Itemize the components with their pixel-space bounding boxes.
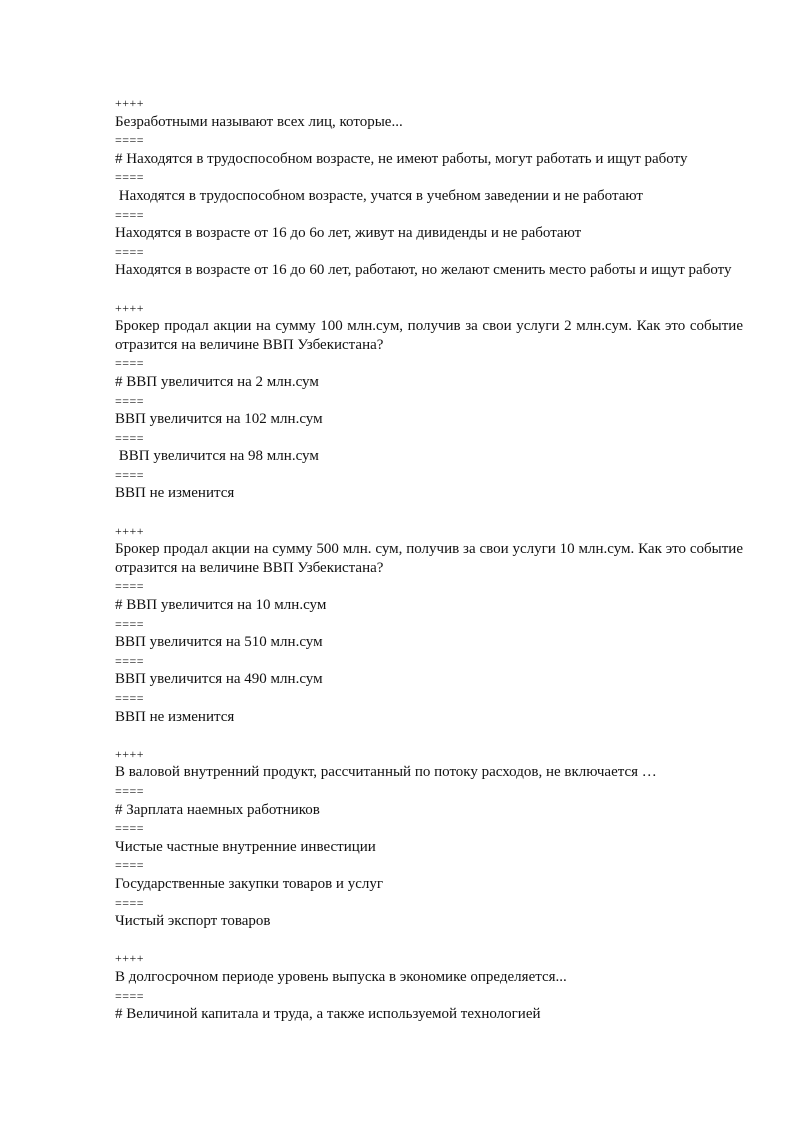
question-text: Брокер продал акции на сумму 500 млн. сум, получив за свои услуги 10 млн.сум. Как это событие отразится на величине ВВП Узбекистана? (115, 541, 747, 576)
option-separator: ==== (115, 356, 145, 371)
option-separator: ==== (115, 393, 145, 408)
option-separator: ==== (115, 821, 145, 836)
answer-option: Чистый экспорт товаров (115, 913, 271, 930)
option-separator: ==== (115, 783, 145, 798)
answer-option-correct: # ВВП увеличится на 10 млн.сум (115, 597, 327, 614)
option-separator: ==== (115, 430, 145, 445)
option-separator: ==== (115, 207, 145, 222)
answer-option: ВВП увеличится на 510 млн.сум (115, 634, 323, 651)
answer-option: Находятся в трудоспособном возрасте, учатся в учебном заведении и не работают (115, 187, 643, 204)
question-text: Безработными называют всех лиц, которые... (115, 113, 403, 130)
question-block (115, 299, 747, 504)
option-separator: ==== (115, 988, 145, 1003)
question-text: Брокер продал акции на сумму 100 млн.сум, получив за свои услуги 2 млн.сум. Как это событие отразится на величине ВВП Узбекистана? (115, 318, 747, 353)
answer-option: ВВП увеличится на 490 млн.сум (115, 671, 323, 688)
question-block (115, 94, 743, 280)
option-separator: ==== (115, 895, 145, 910)
option-separator: ==== (115, 653, 145, 668)
option-separator: ==== (115, 858, 145, 873)
option-separator: ==== (115, 467, 145, 482)
question-marker: ++++ (115, 746, 145, 761)
answer-option-correct: # ВВП увеличится на 2 млн.сум (115, 373, 319, 390)
answer-option: ВВП не изменится (115, 708, 235, 725)
block-spacer (115, 931, 743, 950)
question-marker: ++++ (115, 300, 145, 315)
block-spacer (115, 280, 743, 299)
option-separator: ==== (115, 579, 145, 594)
question-text: В валовой внутренний продукт, рассчитанный по потоку расходов, не включается … (115, 764, 657, 781)
answer-option-correct: # Зарплата наемных работников (115, 801, 320, 818)
answer-option: Чистые частные внутренние инвестиции (115, 838, 376, 855)
document-page (115, 94, 747, 1024)
answer-option-correct: # Находятся в трудоспособном возрасте, не имеют работы, могут работать и ищут работу (115, 150, 688, 167)
answer-option: ВВП не изменится (115, 485, 235, 502)
question-block (115, 745, 743, 931)
answer-option: Находятся в возрасте от 16 до 6о лет, живут на дивиденды и не работают (115, 225, 582, 242)
block-spacer (115, 503, 743, 522)
block-spacer (115, 726, 743, 745)
question-marker: ++++ (115, 523, 145, 538)
question-text: В долгосрочном периоде уровень выпуска в экономике определяется... (115, 968, 567, 985)
answer-option-correct: # Величиной капитала и труда, а также используемой технологией (115, 1006, 541, 1023)
option-separator: ==== (115, 616, 145, 631)
option-separator: ==== (115, 244, 145, 259)
option-separator: ==== (115, 133, 145, 148)
option-separator: ==== (115, 170, 145, 185)
answer-option: ВВП увеличится на 102 млн.сум (115, 411, 323, 428)
answer-option: Государственные закупки товаров и услуг (115, 875, 383, 892)
answer-option: Находятся в возрасте от 16 до 60 лет, работают, но желают сменить место работы и ищут работу (115, 262, 732, 279)
answer-option: ВВП увеличится на 98 млн.сум (115, 448, 319, 465)
option-separator: ==== (115, 691, 145, 705)
question-block (115, 949, 743, 1023)
question-marker: ++++ (115, 951, 145, 966)
question-marker: ++++ (115, 96, 145, 110)
question-block (115, 522, 747, 727)
